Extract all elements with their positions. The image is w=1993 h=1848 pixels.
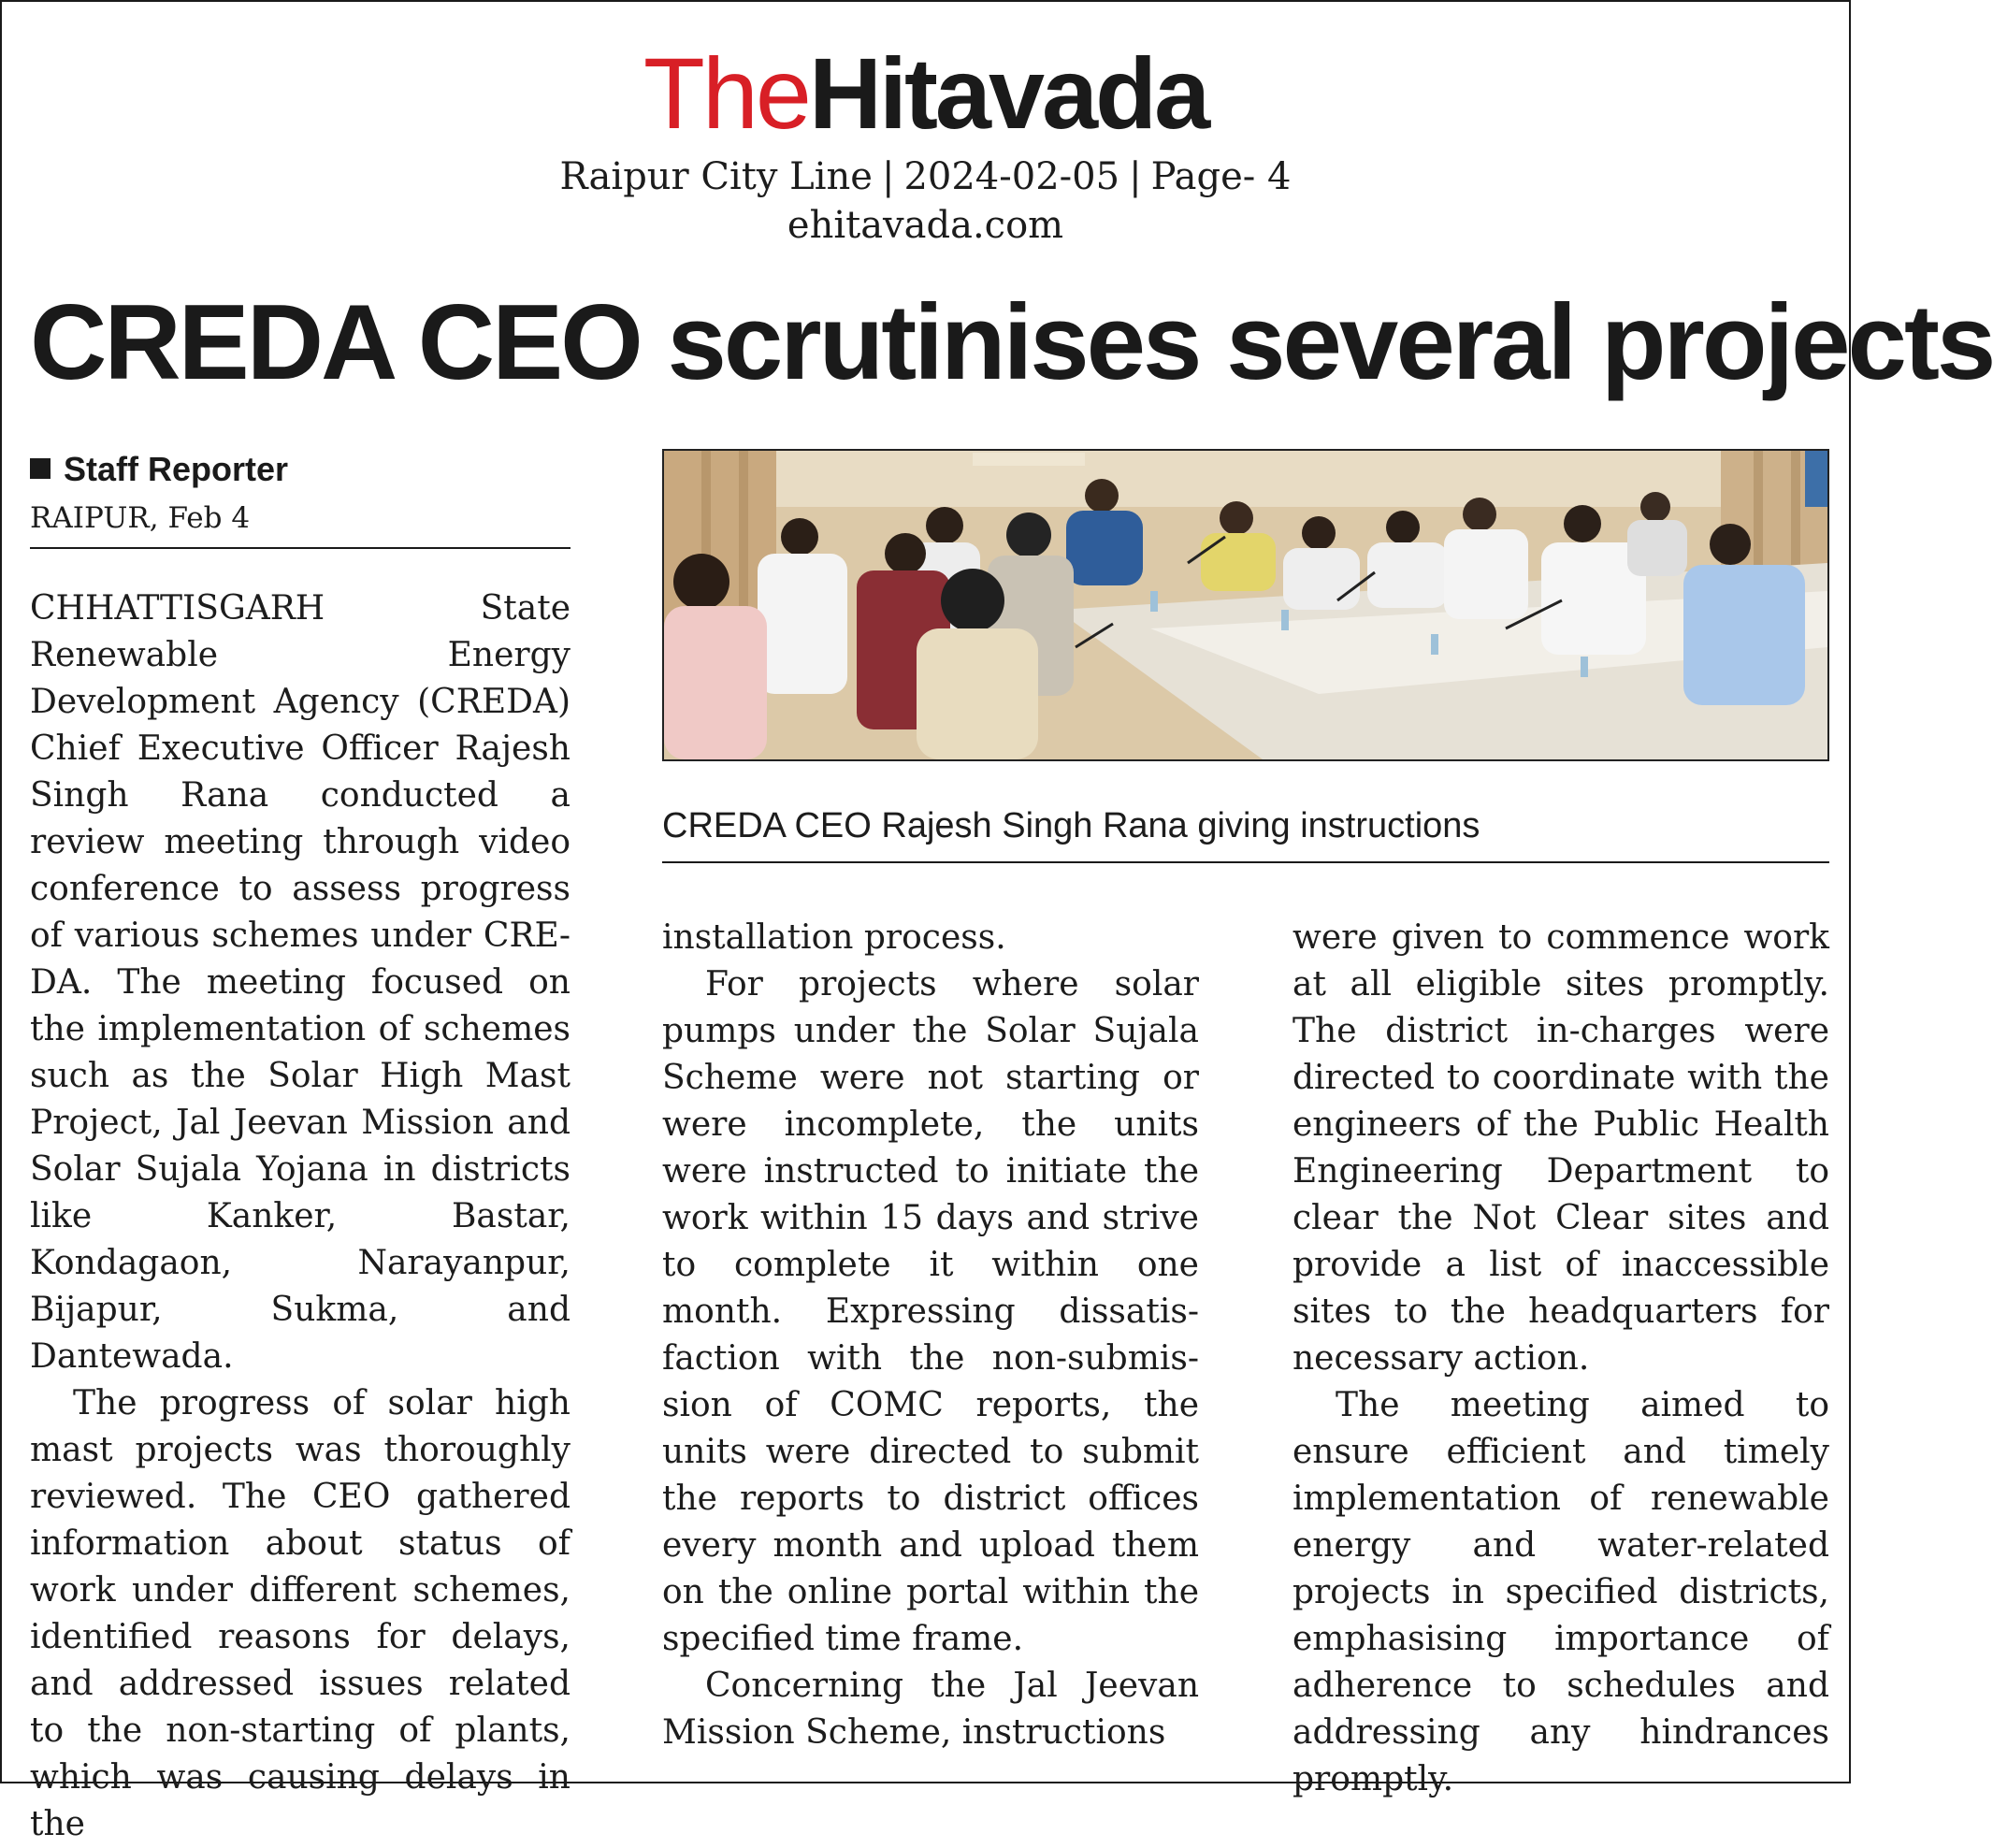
edition-info	[2, 153, 1849, 200]
article-column-1	[30, 585, 570, 1848]
byline	[30, 449, 572, 490]
edition-website: ehitavada.com	[787, 204, 1064, 247]
article-paragraph: were given to commence work at all eligible sites promptly. The district in-charges were directed to coordinate with the engineers of the Public Health Engineering Department to clear the Not Clear sites and provide a list of inaccessible sites to the headquarters for necessary action.	[1293, 918, 1829, 1378]
masthead-hitavada: Hitavada	[808, 36, 1208, 150]
article-column-2	[662, 915, 1199, 1756]
edition-page: Page- 4	[1150, 155, 1292, 198]
article-paragraph: Concerning the Jal Jeevan Mission Scheme, instructions	[662, 1667, 1199, 1752]
article-paragraph: The meeting aimed to ensure efficient and timely implementation of renewable energy and water-related projects in specified districts, emphasising importance of adherence to schedules and addressing any hindrances promptly.	[1293, 1386, 1829, 1798]
masthead-logo	[2, 37, 1849, 150]
article-paragraph: CHHATTISGARH State Renewable Energy Development Agency (CREDA) Chief Executive Officer Rajesh Singh Rana conducted a review meeting through video conference to assess progress of various schemes under CREDA. The meeting focused on the implementation of schemes such as the Solar High Mast Project, Jal Jeevan Mission and Solar Sujala Yojana in districts like Kanker, Bastar, Kondagaon, Narayanpur, Bijapur, Sukma, and Dantewada.	[30, 589, 570, 1376]
edition-date: 2024-02-05	[903, 155, 1120, 198]
article-paragraph: installation process.	[662, 918, 1006, 957]
article-paragraph: For projects where solar pumps under the Solar Sujala Scheme were not starting or were incomplete, the units were instructed to initiate the work within 15 days and strive to complete it within one month. Expressing dissatisfaction with the non-submission of COMC reports, the units were directed to submit the reports to district offices every month and upload them on the online portal within the specified time frame.	[662, 965, 1199, 1658]
article-column-3	[1293, 915, 1829, 1803]
dateline: RAIPUR, Feb 4	[30, 501, 251, 535]
divider	[30, 547, 570, 549]
edition-section: Raipur City Line	[559, 155, 873, 198]
meeting-photo-illustration	[664, 451, 1827, 759]
article-headline: CREDA CEO scrutinises several projects	[30, 283, 1993, 402]
article-paragraph: The progress of solar high mast projects was thoroughly reviewed. The CEO gathered information about status of work under different schemes, identified reasons for delays, and addressed issues related to the non-starting of plants, which was causing delays in the	[30, 1384, 570, 1843]
byline-square-icon	[30, 458, 51, 479]
edition-separator: |	[881, 155, 895, 198]
photo-caption: CREDA CEO Rajesh Singh Rana giving instructions	[662, 806, 1480, 845]
edition-separator: |	[1129, 155, 1142, 198]
byline-name: Staff Reporter	[64, 450, 289, 488]
meeting-photo	[662, 449, 1829, 761]
masthead-the: The	[643, 36, 809, 150]
divider	[662, 861, 1829, 863]
